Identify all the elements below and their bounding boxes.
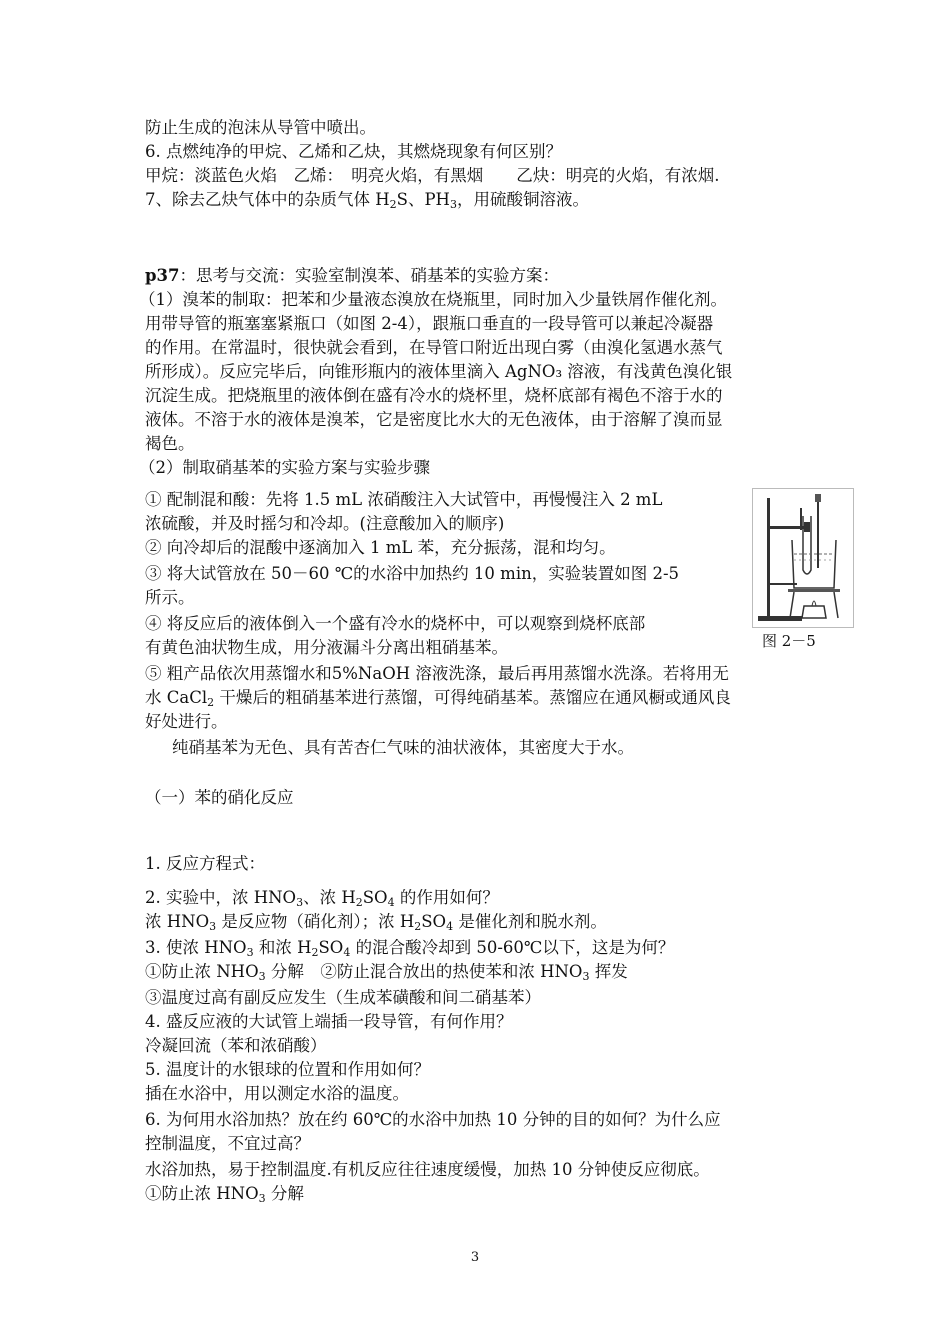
text-line: 好处进行。 [145, 712, 228, 731]
step-3-line: ③ 将大试管放在 50－60 ℃的水浴中加热约 10 min，实验装置如图 2-5 [145, 564, 680, 583]
question-6-line: 6. 为何用水浴加热？放在约 60℃的水浴中加热 10 分钟的目的如何？为什么应 [145, 1110, 721, 1129]
answer-5-line: 插在水浴中，用以测定水浴的温度。 [145, 1084, 409, 1103]
text-line: 褐色。 [145, 434, 195, 453]
text-line: 控制温度，不宜过高？ [145, 1134, 310, 1153]
question-6-line: 6. 点燃纯净的甲烷、乙烯和乙炔，其燃烧现象有何区别？ [145, 142, 562, 161]
text-line: 浓硫酸，并及时摇匀和冷却。(注意酸加入的顺序) [145, 514, 505, 533]
item-7-line: 7、除去乙炔气体中的杂质气体 $H_2S$、$PH_3$，用硫酸铜溶液。 [145, 190, 589, 211]
question-5-line: 5. 温度计的水银球的位置和作用如何？ [145, 1060, 430, 1079]
text-line: 用带导管的瓶塞塞紧瓶口（如图 2-4），跟瓶口垂直的一段导管可以兼起冷凝器 [145, 314, 714, 333]
question-1-line: 1. 反应方程式： [145, 854, 265, 873]
answer-6-line: 水浴加热，易于控制温度.有机反应往往速度缓慢，加热 10 分钟使反应彻底。 [145, 1160, 710, 1179]
text-line: 的作用。在常温时，很快就会看到，在导管口附近出现白雾（由溴化氢遇水蒸气 [145, 338, 723, 357]
question-3-line: 3. 使浓 $HNO_3$ 和浓 $H_2SO_4$ 的混合酸冷却到 50-60℃以下，这是为何？ [145, 938, 675, 959]
subsection-2-line: （2）制取硝基苯的实验方案与实验步骤 [139, 458, 430, 477]
answer-3-line: ①防止浓 $NHO_3$ 分解 ②防止混合放出的热使苯和浓 $HNO_3$ 挥发 [145, 962, 628, 983]
step-2-line: ② 向冷却后的混酸中逐滴加入 1 mL 苯，充分振荡，混和均匀。 [145, 538, 616, 557]
answer-3-line: ③温度过高有副反应发生（生成苯磺酸和间二硝基苯） [145, 988, 541, 1007]
step-5-line: ⑤ 粗产品依次用蒸馏水和5%NaOH 溶液洗涤，最后再用蒸馏水洗涤。若将用无 [145, 664, 729, 683]
step-4-line: ④ 将反应后的液体倒入一个盛有冷水的烧杯中，可以观察到烧杯底部 [145, 614, 646, 633]
text-line: 液体。不溶于水的液体是溴苯，它是密度比水大的无色液体，由于溶解了溴而显 [145, 410, 723, 429]
subsection-1-line: （1）溴苯的制取：把苯和少量液态溴放在烧瓶里，同时加入少量铁屑作催化剂。 [139, 290, 727, 309]
text-line: 有黄色油状物生成，用分液漏斗分离出粗硝基苯。 [145, 638, 508, 657]
question-2-line: 2. 实验中，浓 $HNO_3$、浓 $H_2SO_4$ 的作用如何？ [145, 888, 499, 909]
text-line: 纯硝基苯为无色、具有苦杏仁气味的油状液体，其密度大于水。 [172, 738, 634, 757]
text-line: 所示。 [145, 588, 195, 607]
text-line: 所形成）。反应完毕后，向锥形瓶内的液体里滴入 AgNO₃ 溶液，有浅黄色溴化银 [145, 362, 733, 381]
step-1-line: ① 配制混和酸：先将 1.5 mL 浓硝酸注入大试管中，再慢慢注入 2 mL [145, 490, 663, 509]
figure-caption: 图 2－5 [762, 632, 816, 650]
text-line: 防止生成的泡沫从导管中喷出。 [145, 118, 376, 137]
answer-4-line: 冷凝回流（苯和浓硝酸） [145, 1036, 327, 1055]
text-line: 水 CaCl$_2$ 干燥后的粗硝基苯进行蒸馏，可得纯硝基苯。蒸馏应在通风橱或通风良 [145, 688, 731, 709]
text-line: 沉淀生成。把烧瓶里的液体倒在盛有冷水的烧杯里，烧杯底部有褐色不溶于水的 [145, 386, 723, 405]
section-heading-nitration: （一）苯的硝化反应 [145, 788, 294, 807]
answer-2-line: 浓 $HNO_3$ 是反应物（硝化剂）；浓 $H_2SO_4$ 是催化剂和脱水剂。 [145, 912, 607, 933]
apparatus-figure [752, 488, 854, 628]
question-4-line: 4. 盛反应液的大试管上端插一段导管，有何作用？ [145, 1012, 513, 1031]
page-number: 3 [470, 1250, 480, 1265]
section-heading-p37: p37：思考与交流：实验室制溴苯、硝基苯的实验方案： [145, 266, 559, 285]
text-line: 甲烷：淡蓝色火焰 乙烯： 明亮火焰，有黑烟 乙炔：明亮的火焰，有浓烟. [145, 166, 720, 185]
answer-6-line: ①防止浓 $HNO_3$ 分解 [145, 1184, 304, 1205]
